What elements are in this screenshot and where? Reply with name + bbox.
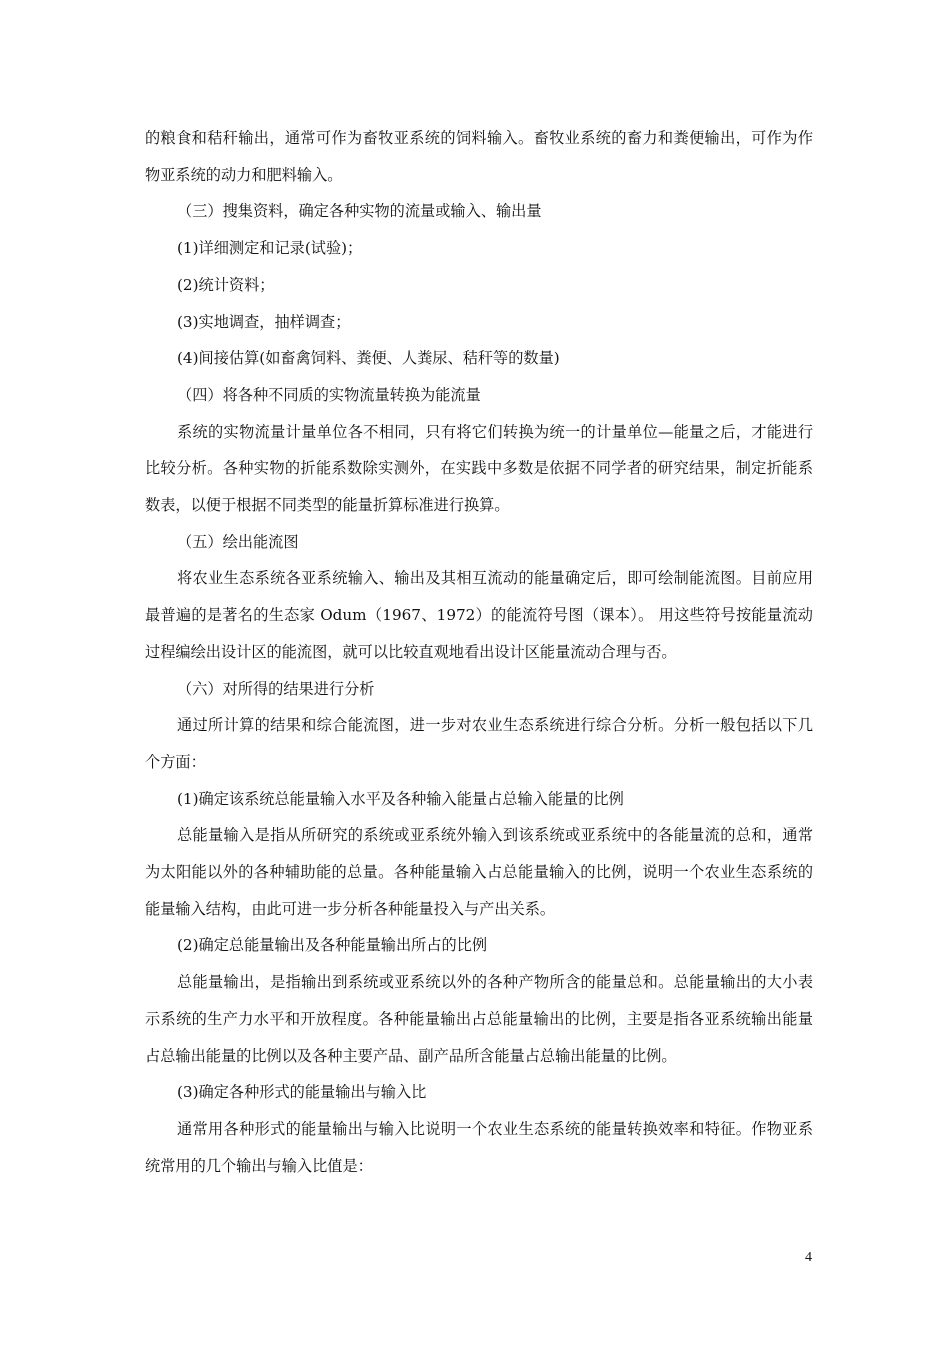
- section-heading-4: （四）将各种不同质的实物流量转换为能流量: [177, 385, 481, 404]
- body-paragraph: 将农业生态系统各亚系统输入、输出及其相互流动的能量确定后，即可绘制能流图。目前应用最普遍的是著名的生态家 Odum（1967、1972）的能流符号图（课本）。 用这些符号按能量流动过程编绘出设计区的能流图，就可以比较直观地看出设计区能量流动合理与否。: [145, 569, 813, 661]
- body-paragraph: 通过所计算的结果和综合能流图，进一步对农业生态系统进行综合分析。分析一般包括以下几个方面：: [145, 716, 813, 771]
- list-item: (3)实地调查，抽样调查；: [177, 312, 351, 331]
- subheading: (2)确定总能量输出及各种能量输出所占的比例: [177, 936, 488, 955]
- section-heading-3: （三）搜集资料，确定各种实物的流量或输入、输出量: [177, 202, 542, 221]
- body-paragraph: 通常用各种形式的能量输出与输入比说明一个农业生态系统的能量转换效率和特征。作物亚系统常用的几个输出与输入比值是：: [145, 1119, 813, 1175]
- body-paragraph: 总能量输出，是指输出到系统或亚系统以外的各种产物所含的能量总和。总能量输出的大小表示系统的生产力水平和开放程度。各种能量输出占总能量输出的比例，主要是指各亚系统输出能量占总输出能量的比例以及各种主要产品、副产品所含能量占总输出能量的比例。: [145, 973, 813, 1065]
- section-heading-6: （六）对所得的结果进行分析: [177, 679, 375, 698]
- body-paragraph: 总能量输入是指从所研究的系统或亚系统外输入到该系统或亚系统中的各能量流的总和，通常为太阳能以外的各种辅助能的总量。各种能量输入占总能量输入的比例，说明一个农业生态系统的能量输入结构，由此可进一步分析各种能量投入与产出关系。: [145, 826, 813, 918]
- page-number: 4: [805, 1250, 812, 1265]
- subheading: (1)确定该系统总能量输入水平及各种输入能量占总输入能量的比例: [177, 789, 624, 808]
- list-item: (4)间接估算(如畜禽饲料、粪便、人粪尿、秸秆等的数量): [177, 349, 560, 368]
- subheading: (3)确定各种形式的能量输出与输入比: [177, 1083, 427, 1102]
- list-item: (2)统计资料；: [177, 275, 275, 294]
- body-paragraph: 系统的实物流量计量单位各不相同，只有将它们转换为统一的计量单位—能量之后，才能进行比较分析。各种实物的折能系数除实测外，在实践中多数是依据不同学者的研究结果，制定折能系数表，以便于根据不同类型的能量折算标准进行换算。: [145, 422, 813, 515]
- paragraph-continuation: 的粮食和秸秆输出，通常可作为畜牧亚系统的饲料输入。畜牧业系统的畜力和粪便输出，可作为作物亚系统的动力和肥料输入。: [145, 129, 813, 184]
- section-heading-5: （五）绘出能流图: [177, 532, 299, 551]
- document-body: [145, 120, 813, 1184]
- list-item: (1)详细测定和记录(试验)；: [177, 239, 363, 258]
